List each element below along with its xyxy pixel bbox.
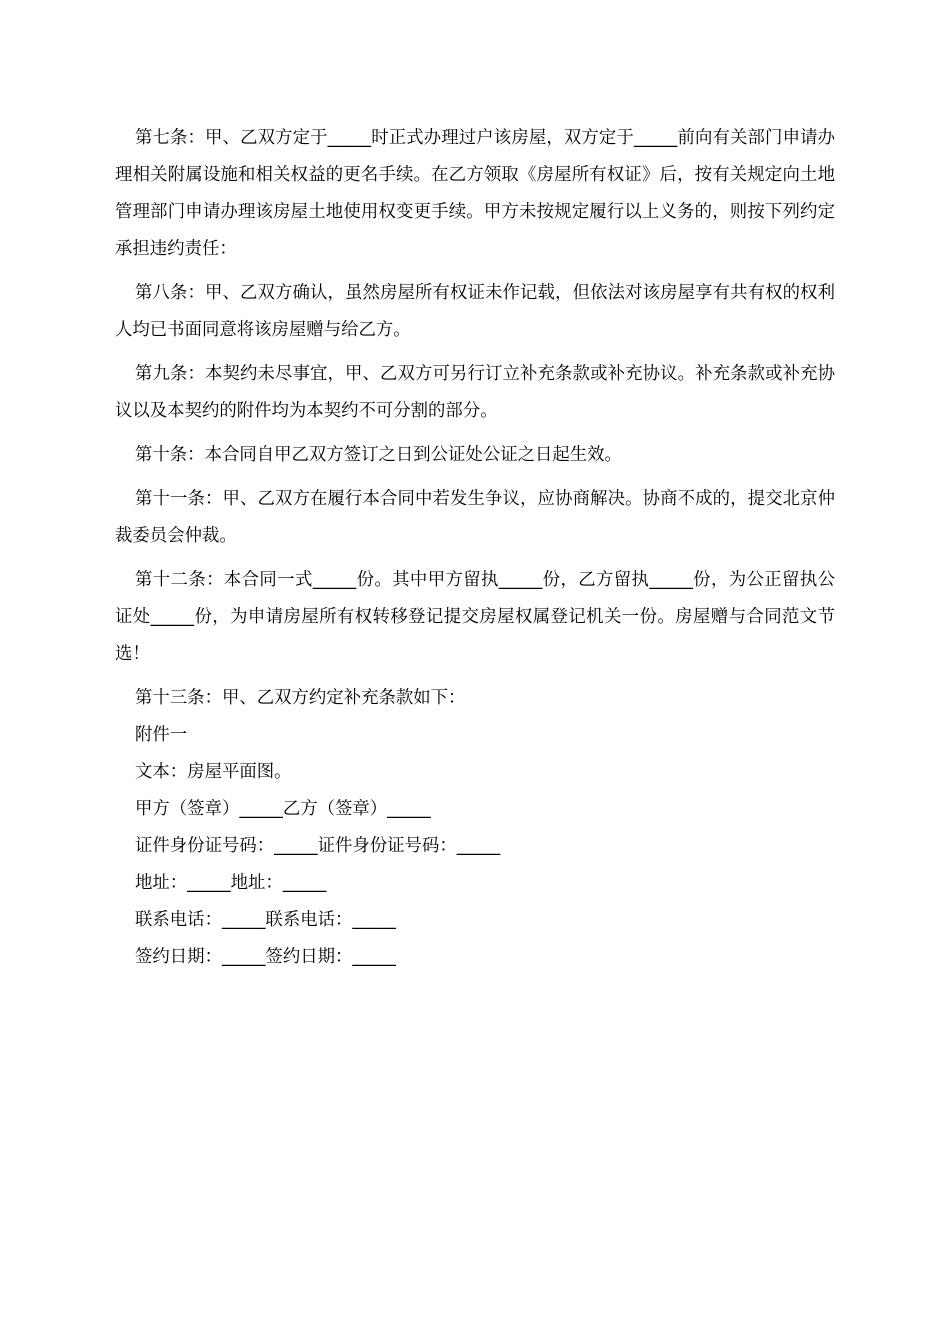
article-12: 第十二条：本合同一式_____份。其中甲方留执_____份，乙方留执_____份，为公正留执公证处_____份，为申请房屋所有权转移登记提交房屋权属登记机关一份。房屋赠与合同范文节选！ <box>115 570 835 664</box>
attachment-heading: 附件一 <box>135 725 188 745</box>
article-10: 第十条：本合同自甲乙双方签订之日到公证处公证之日起生效。 <box>135 445 622 465</box>
article-9: 第九条：本契约未尽事宜，甲、乙双方可另行订立补充条款或补充协议。补充条款或补充协议以及本契约的附件均为本契约不可分割的部分。 <box>115 364 835 421</box>
document-page <box>115 120 835 976</box>
article-13: 第十三条：甲、乙双方约定补充条款如下： <box>135 688 466 708</box>
article-11: 第十一条：甲、乙双方在履行本合同中若发生争议，应协商解决。协商不成的，提交北京仲裁委员会仲裁。 <box>115 489 835 546</box>
attachment-text: 文本：房屋平面图。 <box>135 762 292 782</box>
signature-line: 甲方（签章）_____乙方（签章）_____ <box>135 799 431 819</box>
phone-line: 联系电话：_____联系电话：_____ <box>135 910 396 930</box>
sign-date-line: 签约日期：_____签约日期：_____ <box>135 947 396 967</box>
article-7: 第七条：甲、乙双方定于_____时正式办理过户该房屋，双方定于_____前向有关部门申请办理相关附属设施和相关权益的更名手续。在乙方领取《房屋所有权证》后，按有关规定向土地管理部门申请办理该房屋土地使用权变更手续。甲方未按规定履行以上义务的，则按下列约定承担违约责任： <box>115 128 835 259</box>
address-line: 地址：_____地址：_____ <box>135 873 327 893</box>
article-8: 第八条：甲、乙双方确认，虽然房屋所有权证未作记载，但依法对该房屋享有共有权的权利人均已书面同意将该房屋赠与给乙方。 <box>115 283 835 340</box>
id-number-line: 证件身份证号码：_____证件身份证号码：_____ <box>135 836 501 856</box>
